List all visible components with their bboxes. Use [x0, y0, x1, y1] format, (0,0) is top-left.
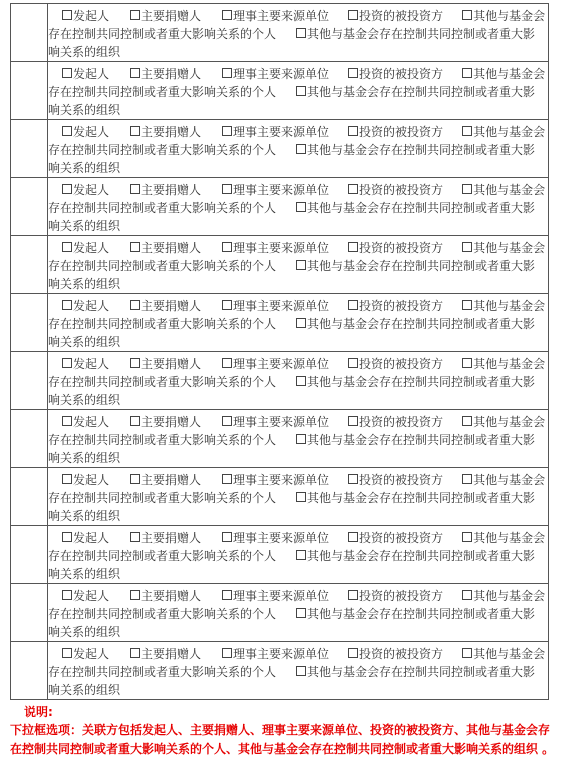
relation-option-checkbox[interactable]: [462, 297, 545, 315]
relation-option-checkbox[interactable]: [348, 123, 443, 141]
relation-option-checkbox[interactable]: [130, 413, 201, 431]
relation-option-label: 主要捐赠人: [141, 183, 202, 197]
row-label-cell: [11, 120, 48, 178]
checkbox-square-icon: [62, 416, 72, 426]
relation-option-label: 投资的被投资方: [359, 357, 444, 371]
row-label-cell: [11, 294, 48, 352]
relation-option-checkbox[interactable]: [222, 355, 329, 373]
relation-option-label: 其他与基金会存在控制共同控制或者重大影: [307, 607, 536, 621]
relation-option-label: 其他与基金会: [473, 531, 546, 545]
checkbox-square-icon: [462, 126, 472, 136]
checkbox-square-icon: [348, 126, 358, 136]
relation-option-label: 发起人: [73, 125, 110, 139]
relation-option-checkbox[interactable]: [348, 645, 443, 663]
relation-options-cell: [48, 352, 549, 410]
table-row: [11, 4, 549, 62]
relation-option-label: 投资的被投资方: [359, 589, 444, 603]
relation-option-label: 理事主要来源单位: [233, 415, 330, 429]
table-row: [11, 178, 549, 236]
relation-option-label: 发起人: [73, 647, 110, 661]
relation-option-label-continued: 响关系的组织: [48, 277, 121, 291]
relation-option-checkbox[interactable]: [462, 65, 545, 83]
relation-option-checkbox[interactable]: [130, 7, 201, 25]
relation-option-label-continued: 响关系的组织: [48, 219, 121, 233]
relation-option-checkbox[interactable]: [130, 239, 201, 257]
checkbox-square-icon: [222, 126, 232, 136]
relation-option-label: 其他与基金会存在控制共同控制或者重大影: [307, 317, 536, 331]
relation-option-checkbox[interactable]: [222, 7, 329, 25]
relation-option-label: 理事主要来源单位: [233, 531, 330, 545]
relation-option-label: 发起人: [73, 589, 110, 603]
relation-option-label-continued: 响关系的组织: [48, 45, 121, 59]
checkbox-square-icon: [62, 242, 72, 252]
relation-option-checkbox[interactable]: [62, 413, 109, 431]
row-label-cell: [11, 4, 48, 62]
relation-option-checkbox[interactable]: [222, 587, 329, 605]
relation-option-label-continued: 响关系的组织: [48, 625, 121, 639]
relation-options-cell: [48, 62, 549, 120]
checkbox-square-icon: [348, 68, 358, 78]
relation-option-checkbox[interactable]: [62, 65, 109, 83]
relation-option-label-continued: 响关系的组织: [48, 509, 121, 523]
relation-option-label-continued: 存在控制共同控制或者重大影响关系的个人: [48, 491, 277, 505]
checkbox-square-icon: [296, 318, 306, 328]
relation-option-checkbox[interactable]: [130, 123, 201, 141]
checkbox-square-icon: [348, 590, 358, 600]
relation-option-label: 其他与基金会: [473, 473, 546, 487]
checkbox-square-icon: [296, 144, 306, 154]
relation-option-label: 发起人: [73, 415, 110, 429]
checkbox-square-icon: [62, 648, 72, 658]
row-label-cell: [11, 236, 48, 294]
checkbox-square-icon: [462, 590, 472, 600]
checkbox-square-icon: [348, 474, 358, 484]
relation-option-checkbox[interactable]: [348, 7, 443, 25]
table-row: [11, 352, 549, 410]
relation-option-checkbox[interactable]: [296, 431, 535, 449]
relation-option-label: 其他与基金会存在控制共同控制或者重大影: [307, 665, 536, 679]
relation-option-checkbox[interactable]: [130, 181, 201, 199]
relation-option-checkbox[interactable]: [222, 123, 329, 141]
relation-option-label: 发起人: [73, 357, 110, 371]
relation-option-checkbox[interactable]: [348, 181, 443, 199]
row-label-cell: [11, 352, 48, 410]
relation-option-checkbox[interactable]: [462, 587, 545, 605]
table-row: [11, 584, 549, 642]
checkbox-square-icon: [296, 492, 306, 502]
relation-option-label: 其他与基金会存在控制共同控制或者重大影: [307, 27, 536, 41]
checkbox-square-icon: [130, 532, 140, 542]
relation-option-label: 发起人: [73, 67, 110, 81]
relation-options-cell: [48, 642, 549, 700]
checkbox-square-icon: [222, 590, 232, 600]
relation-option-label-continued: 存在控制共同控制或者重大影响关系的个人: [48, 433, 277, 447]
relation-option-label: 理事主要来源单位: [233, 589, 330, 603]
checkbox-square-icon: [130, 126, 140, 136]
relation-option-label: 其他与基金会: [473, 241, 546, 255]
relation-option-checkbox[interactable]: [348, 529, 443, 547]
relation-option-label: 其他与基金会存在控制共同控制或者重大影: [307, 549, 536, 563]
relation-option-label-continued: 存在控制共同控制或者重大影响关系的个人: [48, 259, 277, 273]
relation-option-label: 投资的被投资方: [359, 125, 444, 139]
checkbox-square-icon: [130, 648, 140, 658]
relation-option-checkbox[interactable]: [130, 297, 201, 315]
checkbox-square-icon: [462, 10, 472, 20]
relation-option-label: 理事主要来源单位: [233, 241, 330, 255]
relation-option-checkbox[interactable]: [62, 239, 109, 257]
relation-option-checkbox[interactable]: [296, 141, 535, 159]
relation-option-label: 发起人: [73, 183, 110, 197]
relation-option-label: 其他与基金会存在控制共同控制或者重大影: [307, 143, 536, 157]
checkbox-square-icon: [62, 590, 72, 600]
relation-option-checkbox[interactable]: [348, 471, 443, 489]
relation-option-label: 理事主要来源单位: [233, 125, 330, 139]
checkbox-square-icon: [62, 126, 72, 136]
checkbox-square-icon: [462, 532, 472, 542]
checkbox-square-icon: [462, 184, 472, 194]
checkbox-square-icon: [62, 358, 72, 368]
row-label-cell: [11, 62, 48, 120]
relation-option-checkbox[interactable]: [62, 587, 109, 605]
checkbox-square-icon: [130, 10, 140, 20]
checkbox-square-icon: [130, 242, 140, 252]
checkbox-square-icon: [222, 242, 232, 252]
relation-option-label: 投资的被投资方: [359, 473, 444, 487]
relation-option-label: 其他与基金会: [473, 415, 546, 429]
checkbox-square-icon: [62, 68, 72, 78]
checkbox-square-icon: [222, 648, 232, 658]
row-label-cell: [11, 584, 48, 642]
relation-option-label-continued: 响关系的组织: [48, 335, 121, 349]
checkbox-square-icon: [296, 666, 306, 676]
relation-options-cell: [48, 468, 549, 526]
relation-option-label: 其他与基金会存在控制共同控制或者重大影: [307, 433, 536, 447]
relation-option-label: 其他与基金会: [473, 647, 546, 661]
relation-option-label-continued: 响关系的组织: [48, 567, 121, 581]
relation-option-label: 主要捐赠人: [141, 67, 202, 81]
relation-option-checkbox[interactable]: [62, 7, 109, 25]
relation-option-checkbox[interactable]: [222, 297, 329, 315]
relation-option-label: 主要捐赠人: [141, 357, 202, 371]
relation-option-label: 理事主要来源单位: [233, 357, 330, 371]
checkbox-square-icon: [348, 416, 358, 426]
relation-option-checkbox[interactable]: [296, 83, 535, 101]
relation-option-checkbox[interactable]: [296, 605, 535, 623]
relation-option-label-continued: 响关系的组织: [48, 683, 121, 697]
checkbox-square-icon: [462, 648, 472, 658]
notes-title: 说明:: [24, 705, 53, 719]
relation-option-checkbox[interactable]: [62, 297, 109, 315]
relation-option-label: 其他与基金会存在控制共同控制或者重大影: [307, 259, 536, 273]
relation-option-checkbox[interactable]: [222, 645, 329, 663]
relation-option-checkbox[interactable]: [130, 471, 201, 489]
relation-option-label-continued: 响关系的组织: [48, 161, 121, 175]
relation-option-checkbox[interactable]: [462, 413, 545, 431]
relation-option-label-continued: 响关系的组织: [48, 393, 121, 407]
relation-option-label: 其他与基金会: [473, 183, 546, 197]
relation-option-label: 理事主要来源单位: [233, 183, 330, 197]
relation-option-checkbox[interactable]: [296, 25, 535, 43]
relation-option-checkbox[interactable]: [130, 529, 201, 547]
relation-option-checkbox[interactable]: [296, 547, 535, 565]
table-row: [11, 294, 549, 352]
checkbox-square-icon: [222, 68, 232, 78]
checkbox-square-icon: [130, 358, 140, 368]
relation-option-label-continued: 存在控制共同控制或者重大影响关系的个人: [48, 143, 277, 157]
relation-option-label: 其他与基金会: [473, 357, 546, 371]
relation-option-checkbox[interactable]: [62, 355, 109, 373]
relation-options-cell: [48, 294, 549, 352]
relation-option-label: 发起人: [73, 531, 110, 545]
relation-options-cell: [48, 526, 549, 584]
table-row: [11, 120, 549, 178]
relation-option-checkbox[interactable]: [222, 413, 329, 431]
relation-option-label-continued: 响关系的组织: [48, 451, 121, 465]
relation-option-checkbox[interactable]: [462, 471, 545, 489]
relation-option-label: 主要捐赠人: [141, 589, 202, 603]
table-row: [11, 236, 549, 294]
relation-option-checkbox[interactable]: [296, 315, 535, 333]
relation-option-label: 其他与基金会: [473, 589, 546, 603]
relation-option-checkbox[interactable]: [130, 587, 201, 605]
relation-option-label: 主要捐赠人: [141, 299, 202, 313]
checkbox-square-icon: [296, 28, 306, 38]
relation-options-cell: [48, 4, 549, 62]
checkbox-square-icon: [462, 358, 472, 368]
relation-option-label: 其他与基金会存在控制共同控制或者重大影: [307, 201, 536, 215]
checkbox-square-icon: [62, 184, 72, 194]
table-row: [11, 526, 549, 584]
relation-option-checkbox[interactable]: [222, 529, 329, 547]
table-row: [11, 410, 549, 468]
checkbox-square-icon: [348, 358, 358, 368]
checkbox-square-icon: [130, 416, 140, 426]
checkbox-square-icon: [130, 474, 140, 484]
relation-option-checkbox[interactable]: [222, 471, 329, 489]
checkbox-square-icon: [62, 474, 72, 484]
relation-option-checkbox[interactable]: [348, 239, 443, 257]
checkbox-square-icon: [462, 68, 472, 78]
checkbox-square-icon: [62, 10, 72, 20]
checkbox-square-icon: [348, 10, 358, 20]
relation-option-checkbox[interactable]: [296, 489, 535, 507]
relation-option-checkbox[interactable]: [130, 65, 201, 83]
relation-option-label: 发起人: [73, 299, 110, 313]
row-label-cell: [11, 410, 48, 468]
relation-option-label-continued: 存在控制共同控制或者重大影响关系的个人: [48, 375, 277, 389]
relation-option-label: 主要捐赠人: [141, 9, 202, 23]
checkbox-square-icon: [130, 184, 140, 194]
relation-option-label-continued: 存在控制共同控制或者重大影响关系的个人: [48, 201, 277, 215]
checkbox-square-icon: [62, 532, 72, 542]
checkbox-square-icon: [348, 532, 358, 542]
relation-option-checkbox[interactable]: [130, 645, 201, 663]
table-row: [11, 62, 549, 120]
relation-option-checkbox[interactable]: [462, 645, 545, 663]
checkbox-square-icon: [348, 242, 358, 252]
relation-option-label: 其他与基金会存在控制共同控制或者重大影: [307, 85, 536, 99]
relation-option-label: 其他与基金会存在控制共同控制或者重大影: [307, 491, 536, 505]
notes-body: 下拉框选项：关联方包括发起人、主要捐赠人、理事主要来源单位、投资的被投资方、其他与基金会存在控制共同控制或者重大影响关系的个人、其他与基金会存在控制共同控制或者重大影响关系的组织 。: [10, 723, 555, 756]
relation-option-checkbox[interactable]: [130, 355, 201, 373]
relation-option-checkbox[interactable]: [62, 123, 109, 141]
relation-option-label: 其他与基金会: [473, 299, 546, 313]
checkbox-square-icon: [348, 184, 358, 194]
related-party-table: [10, 3, 549, 700]
checkbox-square-icon: [296, 608, 306, 618]
relation-option-checkbox[interactable]: [62, 471, 109, 489]
relation-options-cell: [48, 410, 549, 468]
relation-option-label: 投资的被投资方: [359, 183, 444, 197]
relation-option-label: 投资的被投资方: [359, 241, 444, 255]
relation-option-label: 主要捐赠人: [141, 415, 202, 429]
checkbox-square-icon: [462, 242, 472, 252]
relation-option-label-continued: 存在控制共同控制或者重大影响关系的个人: [48, 665, 277, 679]
relation-option-label-continued: 存在控制共同控制或者重大影响关系的个人: [48, 85, 277, 99]
relation-option-checkbox[interactable]: [462, 123, 545, 141]
relation-option-checkbox[interactable]: [296, 663, 535, 681]
relation-option-checkbox[interactable]: [348, 587, 443, 605]
relation-option-label: 理事主要来源单位: [233, 647, 330, 661]
relation-option-label: 发起人: [73, 241, 110, 255]
relation-option-label: 主要捐赠人: [141, 647, 202, 661]
relation-options-cell: [48, 120, 549, 178]
checkbox-square-icon: [296, 550, 306, 560]
checkbox-square-icon: [296, 376, 306, 386]
relation-option-label: 投资的被投资方: [359, 9, 444, 23]
relation-option-label: 投资的被投资方: [359, 299, 444, 313]
relation-option-checkbox[interactable]: [348, 297, 443, 315]
row-label-cell: [11, 642, 48, 700]
relation-option-label: 投资的被投资方: [359, 531, 444, 545]
checkbox-square-icon: [222, 474, 232, 484]
checkbox-square-icon: [222, 300, 232, 310]
checkbox-square-icon: [130, 68, 140, 78]
checkbox-square-icon: [462, 474, 472, 484]
relation-option-checkbox[interactable]: [62, 645, 109, 663]
relation-option-checkbox[interactable]: [222, 65, 329, 83]
relation-option-checkbox[interactable]: [296, 257, 535, 275]
relation-option-label: 投资的被投资方: [359, 67, 444, 81]
relation-option-label: 发起人: [73, 9, 110, 23]
relation-option-label-continued: 响关系的组织: [48, 103, 121, 117]
relation-option-checkbox[interactable]: [348, 65, 443, 83]
relation-option-checkbox[interactable]: [462, 355, 545, 373]
notes-section: [10, 704, 555, 759]
row-label-cell: [11, 178, 48, 236]
table-row: [11, 468, 549, 526]
checkbox-square-icon: [296, 202, 306, 212]
relation-option-label-continued: 存在控制共同控制或者重大影响关系的个人: [48, 317, 277, 331]
relation-option-checkbox[interactable]: [296, 199, 535, 217]
checkbox-square-icon: [462, 300, 472, 310]
checkbox-square-icon: [296, 86, 306, 96]
checkbox-square-icon: [222, 416, 232, 426]
checkbox-square-icon: [62, 300, 72, 310]
relation-options-cell: [48, 178, 549, 236]
relation-option-checkbox[interactable]: [462, 239, 545, 257]
checkbox-square-icon: [348, 300, 358, 310]
relation-option-label-continued: 存在控制共同控制或者重大影响关系的个人: [48, 607, 277, 621]
relation-option-label: 投资的被投资方: [359, 415, 444, 429]
relation-option-label-continued: 存在控制共同控制或者重大影响关系的个人: [48, 27, 277, 41]
relation-option-checkbox[interactable]: [462, 181, 545, 199]
relation-option-checkbox[interactable]: [222, 181, 329, 199]
relation-option-label: 主要捐赠人: [141, 125, 202, 139]
relation-option-label: 理事主要来源单位: [233, 299, 330, 313]
checkbox-square-icon: [296, 260, 306, 270]
relation-option-checkbox[interactable]: [62, 529, 109, 547]
relation-option-checkbox[interactable]: [296, 373, 535, 391]
relation-option-label: 发起人: [73, 473, 110, 487]
checkbox-square-icon: [222, 532, 232, 542]
relation-option-label: 其他与基金会: [473, 125, 546, 139]
relation-option-label-continued: 存在控制共同控制或者重大影响关系的个人: [48, 549, 277, 563]
relation-option-label: 主要捐赠人: [141, 241, 202, 255]
relation-option-checkbox[interactable]: [348, 413, 443, 431]
relation-option-label: 主要捐赠人: [141, 473, 202, 487]
relation-options-cell: [48, 236, 549, 294]
checkbox-square-icon: [462, 416, 472, 426]
relation-option-label: 理事主要来源单位: [233, 9, 330, 23]
relation-option-label: 其他与基金会: [473, 9, 546, 23]
checkbox-square-icon: [130, 300, 140, 310]
checkbox-square-icon: [130, 590, 140, 600]
relation-option-checkbox[interactable]: [62, 181, 109, 199]
relation-option-label: 其他与基金会存在控制共同控制或者重大影: [307, 375, 536, 389]
checkbox-square-icon: [222, 184, 232, 194]
relation-option-checkbox[interactable]: [222, 239, 329, 257]
relation-option-label: 其他与基金会: [473, 67, 546, 81]
checkbox-square-icon: [222, 10, 232, 20]
relation-options-cell: [48, 584, 549, 642]
relation-option-checkbox[interactable]: [462, 7, 545, 25]
checkbox-square-icon: [296, 434, 306, 444]
row-label-cell: [11, 468, 48, 526]
row-label-cell: [11, 526, 48, 584]
checkbox-square-icon: [222, 358, 232, 368]
relation-option-label: 主要捐赠人: [141, 531, 202, 545]
relation-option-label: 理事主要来源单位: [233, 67, 330, 81]
checkbox-square-icon: [348, 648, 358, 658]
table-row: [11, 642, 549, 700]
relation-option-checkbox[interactable]: [348, 355, 443, 373]
relation-option-checkbox[interactable]: [462, 529, 545, 547]
relation-option-label: 投资的被投资方: [359, 647, 444, 661]
relation-option-label: 理事主要来源单位: [233, 473, 330, 487]
